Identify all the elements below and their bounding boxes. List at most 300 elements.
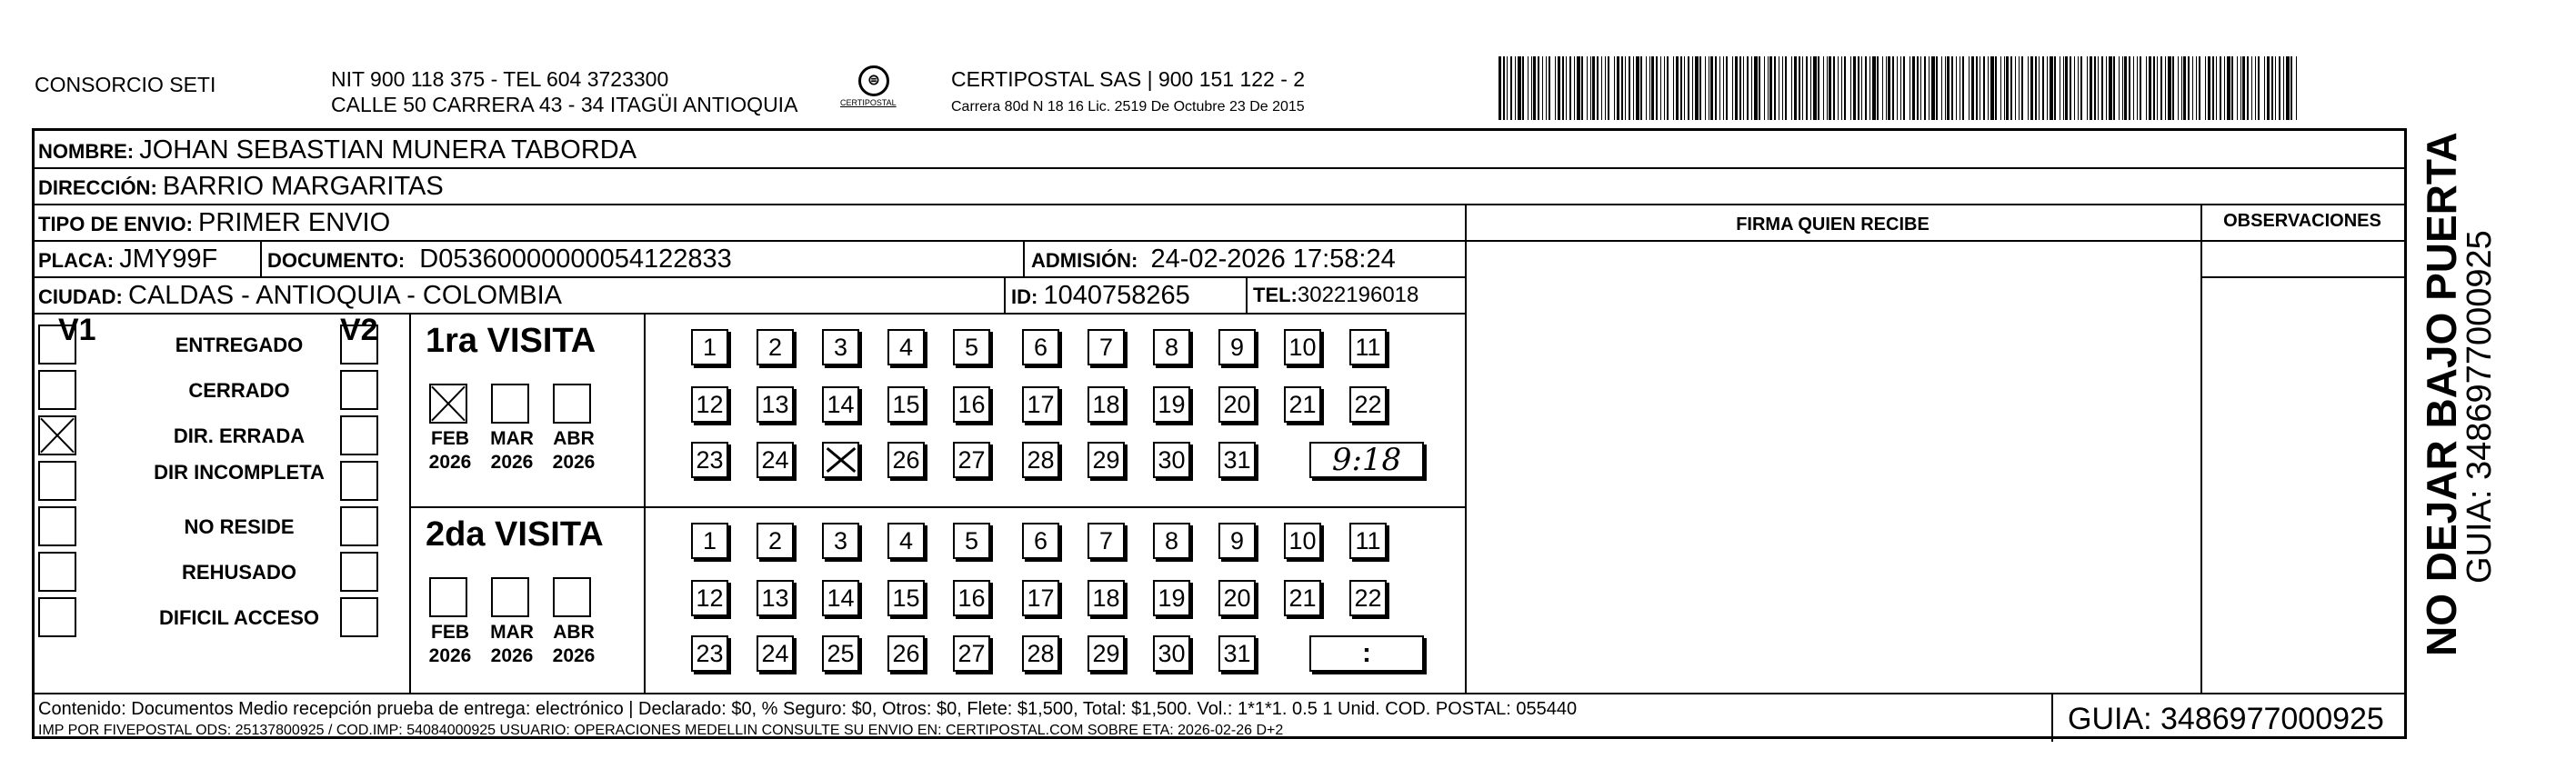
barcode-bar <box>2137 56 2138 120</box>
barcode-bar <box>1732 56 1733 120</box>
day-box[interactable]: 29 <box>1088 442 1125 478</box>
barcode-bar <box>1651 56 1654 120</box>
month-year: 2026 <box>490 452 534 473</box>
day-box[interactable]: 19 <box>1153 386 1190 423</box>
barcode-bar <box>1920 56 1921 120</box>
contenido-line: Contenido: Documentos Medio recepción prueba de entrega: electrónico | Declarado: $0, % Seguro: $0, Otros: $0, Flete: $1,500, Total: $1,500. Vol.: 1*1*1. 0.5 1 Unid. COD. POSTAL: 055440 <box>38 699 1578 719</box>
barcode-bar <box>2028 56 2029 120</box>
barcode-bar <box>2255 56 2256 120</box>
barcode-bar <box>2283 56 2284 120</box>
barcode-bar <box>1498 56 1501 120</box>
visit-time[interactable]: 9:18 <box>1309 442 1424 478</box>
barcode-bar <box>1592 56 1595 120</box>
barcode-bar <box>1983 56 1985 120</box>
day-box[interactable]: 21 <box>1284 386 1321 423</box>
day-box[interactable]: 6 <box>1022 329 1059 365</box>
imp-line: IMP POR FIVEPOSTAL ODS: 25137800925 / COD.IMP: 54084000925 USUARIO: OPERACIONES MEDELLIN CONSULTE SU ENVIO EN: CERTIPOSTAL.COM SOBRE ETA: 2026-02-26 D+2 <box>38 723 1284 738</box>
day-box[interactable]: 27 <box>953 442 990 478</box>
day-box[interactable]: 15 <box>887 580 925 616</box>
day-box[interactable]: 24 <box>757 442 794 478</box>
day-box[interactable]: 2 <box>757 329 794 365</box>
barcode-bar <box>2220 56 2221 120</box>
day-box[interactable]: 10 <box>1284 329 1321 365</box>
v2-checkbox[interactable] <box>340 506 378 546</box>
barcode-bar <box>2050 56 2053 120</box>
v1-checkbox[interactable] <box>38 597 76 637</box>
barcode-bar <box>2168 56 2171 120</box>
day-box[interactable]: 23 <box>691 635 728 672</box>
id-value: 1040758265 <box>1043 281 1190 310</box>
barcode-bar <box>1769 56 1772 120</box>
barcode-bar <box>2275 56 2276 120</box>
status-label: REHUSADO <box>182 561 296 584</box>
barcode-bar <box>1888 56 1890 120</box>
barcode-bar <box>1577 56 1580 120</box>
month-checkbox[interactable] <box>429 577 467 617</box>
day-box[interactable] <box>822 442 859 478</box>
month-name: MAR <box>490 622 534 643</box>
barcode-bar <box>1823 56 1824 120</box>
month-label <box>424 427 476 474</box>
day-box[interactable]: 30 <box>1153 635 1190 672</box>
barcode-bar <box>2129 56 2130 120</box>
day-box[interactable]: 11 <box>1349 523 1387 559</box>
barcode-bar <box>2000 56 2001 120</box>
side-guia-number: GUIA: 3486977000925 <box>2461 230 2499 584</box>
barcode-bar <box>1743 56 1744 120</box>
month-checkbox[interactable] <box>491 577 529 617</box>
barcode-bar <box>2149 56 2151 120</box>
barcode-bar <box>2006 56 2009 120</box>
visit-time[interactable]: : <box>1309 635 1424 672</box>
logo-caption: CERTIPOSTAL <box>840 98 897 107</box>
v2-checkbox[interactable] <box>340 461 378 501</box>
day-box[interactable]: 12 <box>691 386 728 423</box>
guide-form <box>32 128 2407 739</box>
day-box[interactable]: 29 <box>1088 635 1125 672</box>
status-label: CERRADO <box>188 379 290 402</box>
direccion-row <box>38 172 444 201</box>
barcode-bar <box>1601 56 1602 120</box>
month-year: 2026 <box>552 645 596 666</box>
barcode-bar <box>1841 56 1842 120</box>
v1-checkbox[interactable] <box>38 415 76 455</box>
admision-cell <box>1031 247 1396 273</box>
day-box[interactable]: 12 <box>691 580 728 616</box>
barcode-bar <box>2074 56 2075 120</box>
tel-label: TEL: <box>1253 284 1298 306</box>
day-box[interactable]: 26 <box>887 442 925 478</box>
barcode-bar <box>1581 56 1583 120</box>
barcode-bar <box>2070 56 2071 120</box>
barcode-bar <box>1538 56 1539 120</box>
barcode-bar <box>1995 56 1997 120</box>
barcode-bar <box>1865 56 1867 120</box>
barcode-bar <box>1768 56 1769 120</box>
day-box[interactable]: 13 <box>757 386 794 423</box>
barcode-bar <box>1858 56 1859 120</box>
barcode-bar <box>1569 56 1571 120</box>
barcode-bar <box>1735 56 1738 120</box>
barcode-bar <box>2271 56 2273 120</box>
barcode-bar <box>1507 56 1508 120</box>
barcode-bar <box>2172 56 2174 120</box>
barcode-bar <box>2181 56 2182 120</box>
barcode-bar <box>2140 56 2141 120</box>
day-box[interactable]: 28 <box>1022 442 1059 478</box>
status-label: ENTREGADO <box>175 334 304 356</box>
barcode-bar <box>2090 56 2092 120</box>
month-checkbox[interactable] <box>429 384 467 424</box>
barcode-bar <box>2065 56 2068 120</box>
barcode-bar <box>1715 56 1717 120</box>
barcode-bar <box>2119 56 2120 120</box>
barcode-bar <box>2080 56 2082 120</box>
direccion-label: DIRECCIÓN: <box>38 176 157 199</box>
license-line: Carrera 80d N 18 16 Lic. 2519 De Octubre 23 De 2015 <box>951 99 1305 115</box>
day-box[interactable]: 4 <box>887 523 925 559</box>
status-label: DIR INCOMPLETA <box>154 461 325 484</box>
day-box[interactable]: 9 <box>1218 329 1256 365</box>
barcode-bar <box>2054 56 2056 120</box>
ciudad-cell <box>38 281 563 310</box>
barcode-bar <box>1518 56 1521 120</box>
day-box[interactable]: 1 <box>691 523 728 559</box>
month-label <box>486 427 538 474</box>
barcode-bar <box>1629 56 1630 120</box>
barcode-bar <box>1688 56 1689 120</box>
day-box[interactable]: 8 <box>1153 329 1190 365</box>
v1-checkbox[interactable] <box>38 506 76 546</box>
day-box[interactable]: 14 <box>822 580 859 616</box>
month-label <box>547 621 600 668</box>
barcode-bar <box>1785 56 1787 120</box>
barcode-bar <box>1759 56 1760 120</box>
barcode-bar <box>1909 56 1910 120</box>
day-box[interactable]: 2 <box>757 523 794 559</box>
barcode-bar <box>1829 56 1831 120</box>
barcode-bar <box>1739 56 1741 120</box>
day-box[interactable]: 7 <box>1088 523 1125 559</box>
tipo-value: PRIMER ENVIO <box>198 208 391 237</box>
barcode-bar <box>1853 56 1856 120</box>
month-checkbox[interactable] <box>553 384 591 424</box>
barcode-bar <box>2267 56 2270 120</box>
barcode-bar <box>1877 56 1879 120</box>
barcode-bar <box>1510 56 1512 120</box>
v1-checkbox[interactable] <box>38 461 76 501</box>
barcode-bar <box>1664 56 1665 120</box>
month-year: 2026 <box>490 645 534 666</box>
barcode-bar <box>1900 56 1901 120</box>
barcode-bar <box>1695 56 1699 120</box>
placa-label: PLACA: <box>38 249 115 272</box>
day-box[interactable]: 1 <box>691 329 728 365</box>
day-box[interactable]: 21 <box>1284 580 1321 616</box>
month-checkbox[interactable] <box>491 384 529 424</box>
tipo-row <box>38 208 391 237</box>
barcode-bar <box>1947 56 1950 120</box>
barcode-bar <box>2146 56 2147 120</box>
admision-label: ADMISIÓN: <box>1031 249 1138 272</box>
v2-checkbox[interactable] <box>340 552 378 592</box>
month-name: ABR <box>553 428 595 449</box>
barcode-bar <box>1636 56 1639 120</box>
day-box[interactable]: 10 <box>1284 523 1321 559</box>
day-box[interactable]: 5 <box>953 523 990 559</box>
month-year: 2026 <box>428 645 472 666</box>
no-dejar-bajo-puerta: NO DEJAR BAJO PUERTA <box>2418 132 2465 656</box>
barcode-bar <box>1827 56 1828 120</box>
barcode-bar <box>1872 56 1876 120</box>
day-box[interactable]: 31 <box>1218 442 1256 478</box>
barcode-bar <box>1649 56 1650 120</box>
barcode-bar <box>1936 56 1938 120</box>
id-label: ID: <box>1011 285 1038 308</box>
day-box[interactable]: 23 <box>691 442 728 478</box>
day-box[interactable]: 22 <box>1349 580 1387 616</box>
barcode-bar <box>2264 56 2265 120</box>
barcode-bar <box>2160 56 2162 120</box>
barcode-bar <box>1962 56 1964 120</box>
barcode-bar <box>2153 56 2155 120</box>
barcode-bar <box>1684 56 1685 120</box>
barcode-bar <box>2216 56 2217 120</box>
day-box[interactable]: 30 <box>1153 442 1190 478</box>
day-box[interactable]: 20 <box>1218 386 1256 423</box>
day-box[interactable]: 7 <box>1088 329 1125 365</box>
barcode-bar <box>1692 56 1693 120</box>
day-box[interactable]: 3 <box>822 329 859 365</box>
documento-value: D05360000000054122833 <box>419 245 732 274</box>
barcode-bar <box>2192 56 2193 120</box>
day-box[interactable]: 25 <box>822 635 859 672</box>
barcode-bar <box>1956 56 1957 120</box>
v2-checkbox[interactable] <box>340 325 378 365</box>
barcode-bar <box>2035 56 2037 120</box>
tipo-label: TIPO DE ENVIO: <box>38 213 193 235</box>
day-box[interactable]: 6 <box>1022 523 1059 559</box>
barcode-bar <box>1542 56 1543 120</box>
barcode-bar <box>1747 56 1749 120</box>
barcode-bar <box>2258 56 2260 120</box>
day-box[interactable]: 9 <box>1218 523 1256 559</box>
barcode-bar <box>1621 56 1623 120</box>
barcode-bar <box>1625 56 1626 120</box>
day-box[interactable]: 27 <box>953 635 990 672</box>
barcode-bar <box>1799 56 1800 120</box>
barcode-bar <box>1605 56 1606 120</box>
nit-line: NIT 900 118 375 - TEL 604 3723300 <box>331 67 669 91</box>
id-cell <box>1011 281 1190 310</box>
barcode-bar <box>1566 56 1567 120</box>
day-box[interactable]: 13 <box>757 580 794 616</box>
v2-checkbox[interactable] <box>340 370 378 410</box>
barcode-bar <box>1850 56 1851 120</box>
v2-checkbox[interactable] <box>340 415 378 455</box>
direccion-value: BARRIO MARGARITAS <box>162 172 444 201</box>
month-name: FEB <box>431 622 469 643</box>
month-label <box>486 621 538 668</box>
day-box[interactable]: 28 <box>1022 635 1059 672</box>
barcode-bar <box>2113 56 2115 120</box>
tel-value: 3022196018 <box>1297 283 1419 307</box>
documento-label: DOCUMENTO: <box>267 249 406 272</box>
barcode-bar <box>1597 56 1599 120</box>
barcode-bar <box>1562 56 1564 120</box>
barcode-bar <box>1969 56 1970 120</box>
barcode-bar <box>2010 56 2012 120</box>
barcode-bar <box>2078 56 2079 120</box>
barcode-bar <box>1574 56 1575 120</box>
barcode-bar <box>1705 56 1706 120</box>
v2-checkbox[interactable] <box>340 597 378 637</box>
barcode-bar <box>1941 56 1942 120</box>
day-box[interactable]: 19 <box>1153 580 1190 616</box>
barcode-bar <box>1990 56 1994 120</box>
barcode-bar <box>1971 56 1974 120</box>
day-box[interactable]: 26 <box>887 635 925 672</box>
barcode-bar <box>2087 56 2088 120</box>
barcode-bar <box>2015 56 2016 120</box>
barcode-bar <box>1903 56 1905 120</box>
barcode-bar <box>1710 56 1713 120</box>
barcode-bar <box>1533 56 1536 120</box>
barcode-bar <box>2199 56 2200 120</box>
observaciones-header: OBSERVACIONES <box>2223 211 2381 231</box>
nombre-row <box>38 135 637 165</box>
nombre-value: JOHAN SEBASTIAN MUNERA TABORDA <box>139 135 637 165</box>
barcode-bar <box>1680 56 1682 120</box>
day-box[interactable]: 16 <box>953 386 990 423</box>
day-box[interactable]: 20 <box>1218 580 1256 616</box>
barcode-bar <box>2196 56 2197 120</box>
barcode-bar <box>1813 56 1817 120</box>
barcode-bar <box>1818 56 1819 120</box>
company-name: CONSORCIO SETI <box>35 73 216 96</box>
v1-checkbox[interactable] <box>38 370 76 410</box>
barcode-bar <box>1802 56 1803 120</box>
barcode-bar <box>1587 56 1588 120</box>
barcode-bar <box>1869 56 1870 120</box>
day-box[interactable]: 17 <box>1022 386 1059 423</box>
barcode-bar <box>1988 56 1989 120</box>
month-checkbox[interactable] <box>553 577 591 617</box>
barcode-bar <box>1676 56 1679 120</box>
visit-title: 2da VISITA <box>426 515 604 554</box>
barcode-bar <box>1833 56 1835 120</box>
barcode-bar <box>2231 56 2233 120</box>
barcode-bar <box>1660 56 1661 120</box>
day-box[interactable]: 22 <box>1349 386 1387 423</box>
barcode-bar <box>2101 56 2103 120</box>
month-label <box>424 621 476 668</box>
barcode-bar <box>1892 56 1894 120</box>
status-label: DIR. ERRADA <box>173 424 306 447</box>
barcode-bar <box>2296 56 2297 120</box>
barcode-bar <box>1912 56 1915 120</box>
barcode-bar <box>2019 56 2020 120</box>
barcode-bar <box>1590 56 1591 120</box>
day-box[interactable]: 5 <box>953 329 990 365</box>
month-year: 2026 <box>552 452 596 473</box>
barcode-bar <box>1558 56 1560 120</box>
barcode-bar <box>2133 56 2134 120</box>
v1-label: V1 <box>58 313 96 347</box>
barcode-bar <box>1861 56 1862 120</box>
certipostal-line: CERTIPOSTAL SAS | 900 151 122 - 2 <box>951 67 1306 91</box>
barcode-bar <box>1791 56 1792 120</box>
day-box[interactable]: 16 <box>953 580 990 616</box>
barcode-bar <box>1794 56 1797 120</box>
barcode-bar <box>2183 56 2186 120</box>
v1-checkbox[interactable] <box>38 552 76 592</box>
barcode-bar <box>1945 56 1946 120</box>
day-box[interactable]: 4 <box>887 329 925 365</box>
barcode-bar <box>1531 56 1532 120</box>
barcode-bar <box>1882 56 1883 120</box>
barcode-bar <box>1726 56 1728 120</box>
day-box[interactable]: 31 <box>1218 635 1256 672</box>
barcode-bar <box>1522 56 1524 120</box>
barcode-bar <box>2122 56 2123 120</box>
visit-title: 1ra VISITA <box>426 322 596 360</box>
guia-number: GUIA: 3486977000925 <box>2068 702 2384 736</box>
day-box[interactable]: 15 <box>887 386 925 423</box>
barcode-bar <box>2063 56 2064 120</box>
barcode-bar <box>2247 56 2249 120</box>
day-box[interactable]: 14 <box>822 386 859 423</box>
barcode-bar <box>2157 56 2158 120</box>
barcode-bar <box>1699 56 1701 120</box>
nombre-label: NOMBRE: <box>38 140 135 163</box>
admision-value: 24-02-2026 17:58:24 <box>1150 245 1396 274</box>
day-box[interactable]: 17 <box>1022 580 1059 616</box>
barcode-bar <box>2290 56 2292 120</box>
barcode-bar <box>1774 56 1776 120</box>
barcode-bar <box>1528 56 1529 120</box>
day-box[interactable]: 11 <box>1349 329 1387 365</box>
barcode-bar <box>1546 56 1547 120</box>
day-box[interactable]: 8 <box>1153 523 1190 559</box>
barcode-bar <box>2178 56 2179 120</box>
barcode-bar <box>2188 56 2190 120</box>
v1-checkbox[interactable] <box>38 325 76 365</box>
barcode-bar <box>2205 56 2206 120</box>
tel-cell <box>1253 284 1418 307</box>
barcode-bar <box>2094 56 2096 120</box>
ciudad-label: CIUDAD: <box>38 285 123 308</box>
barcode-bar <box>1719 56 1720 120</box>
month-name: MAR <box>490 428 534 449</box>
barcode-bar <box>2004 56 2005 120</box>
barcode-bar <box>2208 56 2210 120</box>
barcode-bar <box>1838 56 1839 120</box>
day-box[interactable]: 3 <box>822 523 859 559</box>
day-box[interactable]: 18 <box>1088 580 1125 616</box>
documento-cell <box>267 247 732 273</box>
barcode-bar <box>2039 56 2040 120</box>
month-name: ABR <box>553 622 595 643</box>
barcode-bar <box>2279 56 2280 120</box>
day-box[interactable]: 18 <box>1088 386 1125 423</box>
barcode-bar <box>1723 56 1724 120</box>
placa-cell <box>38 247 217 273</box>
firma-header: FIRMA QUIEN RECIBE <box>1736 215 1929 235</box>
day-box[interactable]: 24 <box>757 635 794 672</box>
month-label <box>547 427 600 474</box>
barcode-bar <box>1924 56 1926 120</box>
